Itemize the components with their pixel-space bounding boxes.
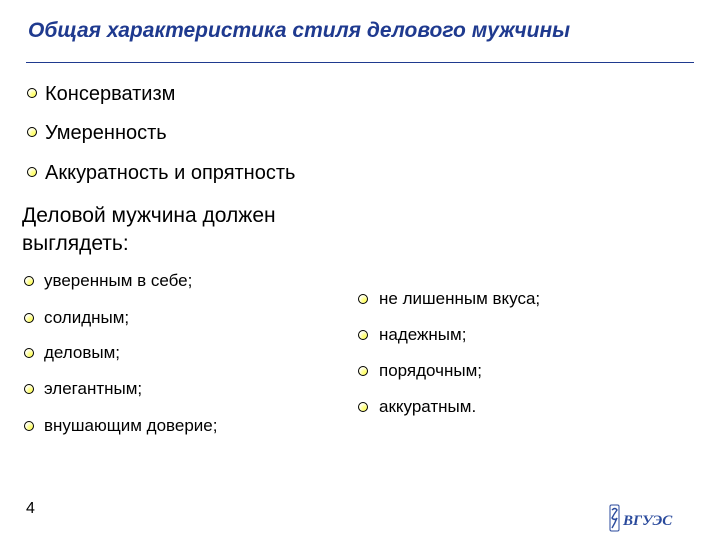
bullet-icon [27, 127, 37, 137]
bullet-icon [358, 402, 368, 412]
left-list-item: внушающим доверие; [44, 416, 218, 435]
intro-text [22, 202, 276, 258]
title-underline [26, 62, 694, 63]
bullet-icon [358, 330, 368, 340]
bullet-icon [24, 421, 34, 431]
bullet-icon [27, 88, 37, 98]
intro-line-1: Деловой мужчина должен [22, 204, 276, 227]
slide-title: Общая характеристика стиля делового мужчины [28, 19, 571, 42]
bullet-icon [358, 294, 368, 304]
bullet-icon [24, 276, 34, 286]
trait-conservatism: Консерватизм [45, 83, 176, 105]
left-list-item: деловым; [44, 343, 121, 362]
logo-text: ВГУЭС [623, 513, 673, 529]
trait-neatness: Аккуратность и опрятность [45, 162, 296, 184]
left-list-item: солидным; [44, 308, 130, 327]
intro-line-2: выглядеть: [22, 232, 129, 255]
bullet-icon [358, 366, 368, 376]
right-list-item: порядочным; [379, 361, 483, 380]
university-logo-icon [608, 502, 690, 534]
bullet-icon [24, 348, 34, 358]
right-list-item: надежным; [379, 325, 467, 344]
page-number: 4 [26, 500, 35, 517]
trait-moderation: Умеренность [45, 122, 167, 144]
left-list-item: элегантным; [44, 379, 143, 398]
bullet-icon [24, 313, 34, 323]
left-list-item: уверенным в себе; [44, 271, 193, 290]
right-list-item: аккуратным. [379, 397, 477, 416]
bullet-icon [24, 384, 34, 394]
bullet-icon [27, 167, 37, 177]
right-list-item: не лишенным вкуса; [379, 289, 541, 308]
